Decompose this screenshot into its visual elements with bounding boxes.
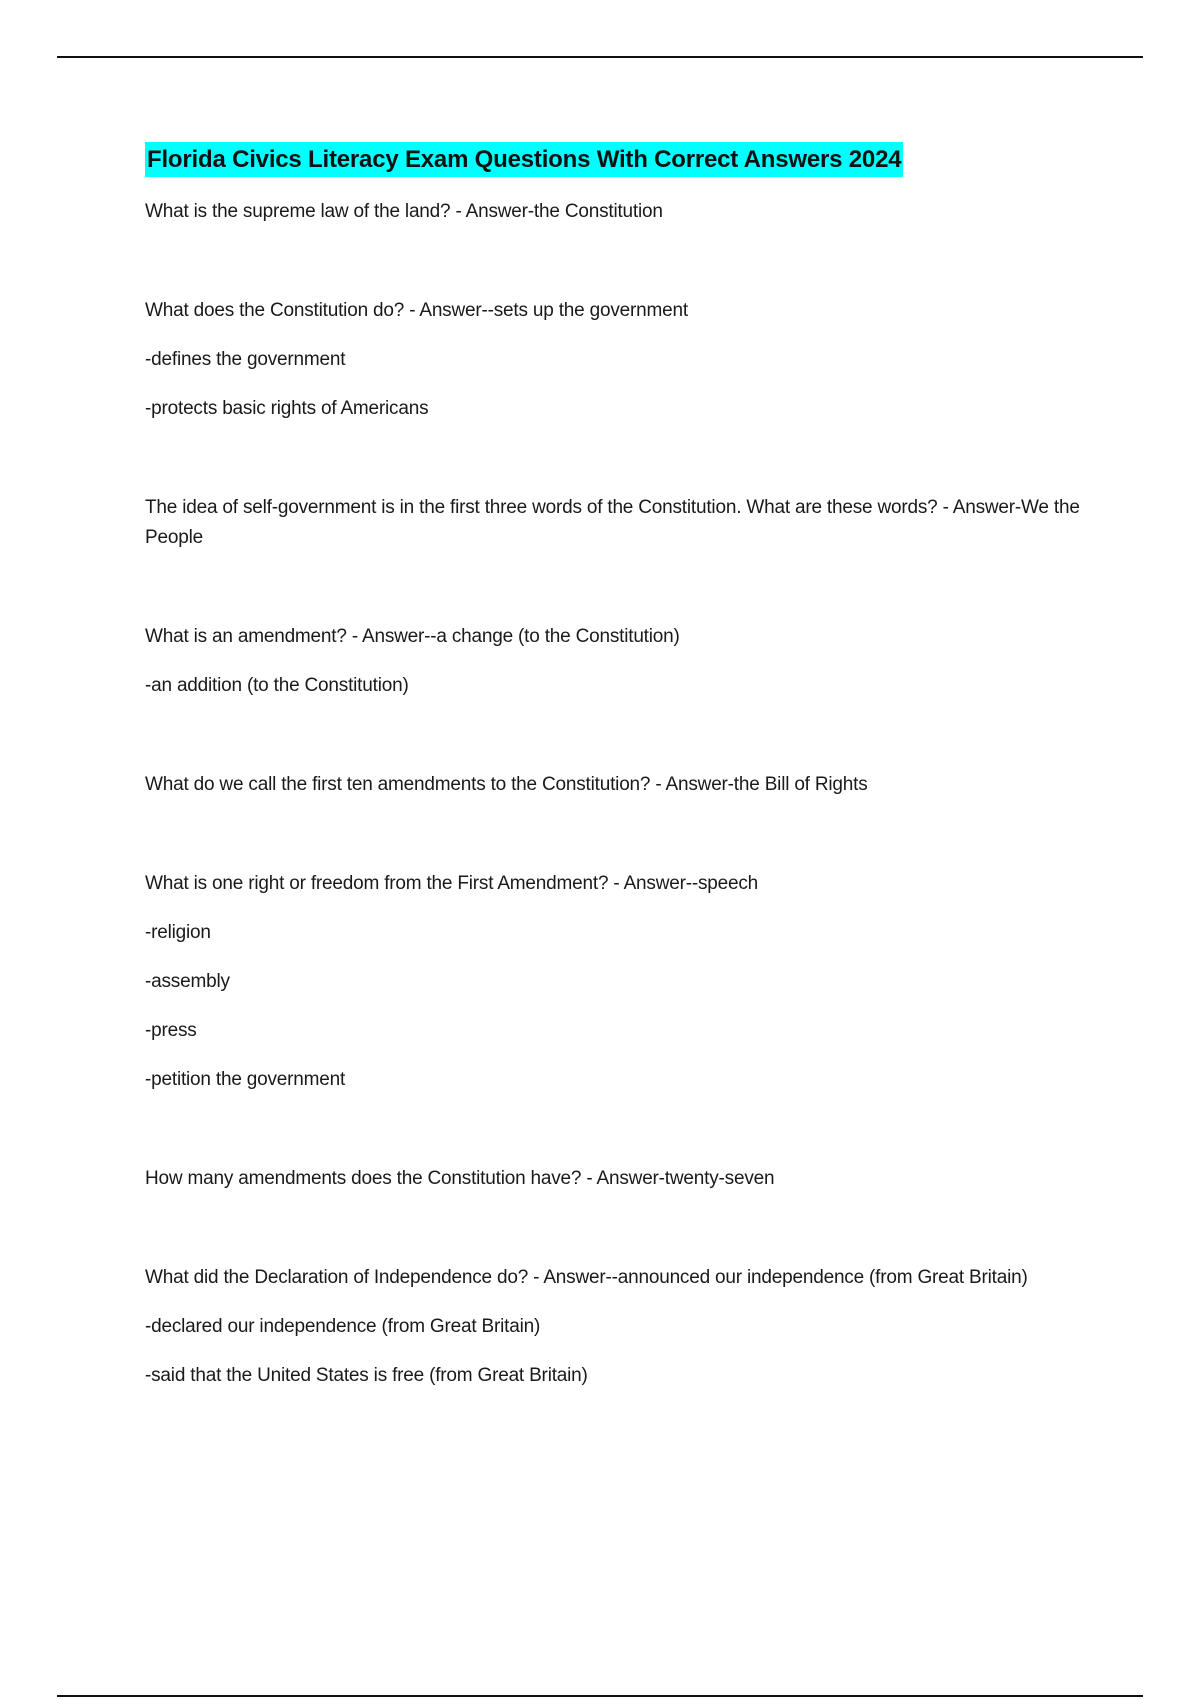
qa-line: -press (145, 1020, 197, 1041)
qa-line: -protects basic rights of Americans (145, 398, 429, 419)
qa-line: -declared our independence (from Great Britain) (145, 1316, 541, 1337)
qa-line: -petition the government (145, 1069, 346, 1090)
qa-item (145, 197, 1085, 227)
qa-item (145, 296, 1085, 424)
qa-line: -assembly (145, 971, 230, 992)
qa-line: What is one right or freedom from the First Amendment? - Answer--speech (145, 873, 759, 894)
qa-line: What is the supreme law of the land? - Answer-the Constitution (145, 201, 663, 222)
header-rule (57, 56, 1143, 58)
qa-item (145, 622, 1085, 701)
document-title: Florida Civics Literacy Exam Questions With Correct Answers 2024 (145, 142, 903, 177)
qa-item (145, 869, 1085, 1095)
qa-item (145, 493, 1085, 553)
qa-line: -an addition (to the Constitution) (145, 675, 409, 696)
qa-line: -defines the government (145, 349, 346, 370)
qa-line: What did the Declaration of Independence do? - Answer--announced our independence (from Great Britain) (145, 1267, 1028, 1288)
qa-item (145, 770, 1085, 800)
qa-line: -said that the United States is free (from Great Britain) (145, 1365, 588, 1386)
document-body (145, 142, 1085, 1460)
qa-line: How many amendments does the Constitution have? - Answer-twenty-seven (145, 1168, 775, 1189)
qa-line: What is an amendment? - Answer--a change (to the Constitution) (145, 626, 680, 647)
footer-rule (57, 1695, 1143, 1697)
qa-item (145, 1164, 1085, 1194)
qa-line: What do we call the first ten amendments to the Constitution? - Answer-the Bill of Rights (145, 774, 868, 795)
qa-line: -religion (145, 922, 211, 943)
qa-item (145, 1263, 1085, 1391)
qa-line: The idea of self-government is in the first three words of the Constitution. What are these words? - Answer-We the People (145, 497, 1080, 548)
qa-line: What does the Constitution do? - Answer--sets up the government (145, 300, 688, 321)
